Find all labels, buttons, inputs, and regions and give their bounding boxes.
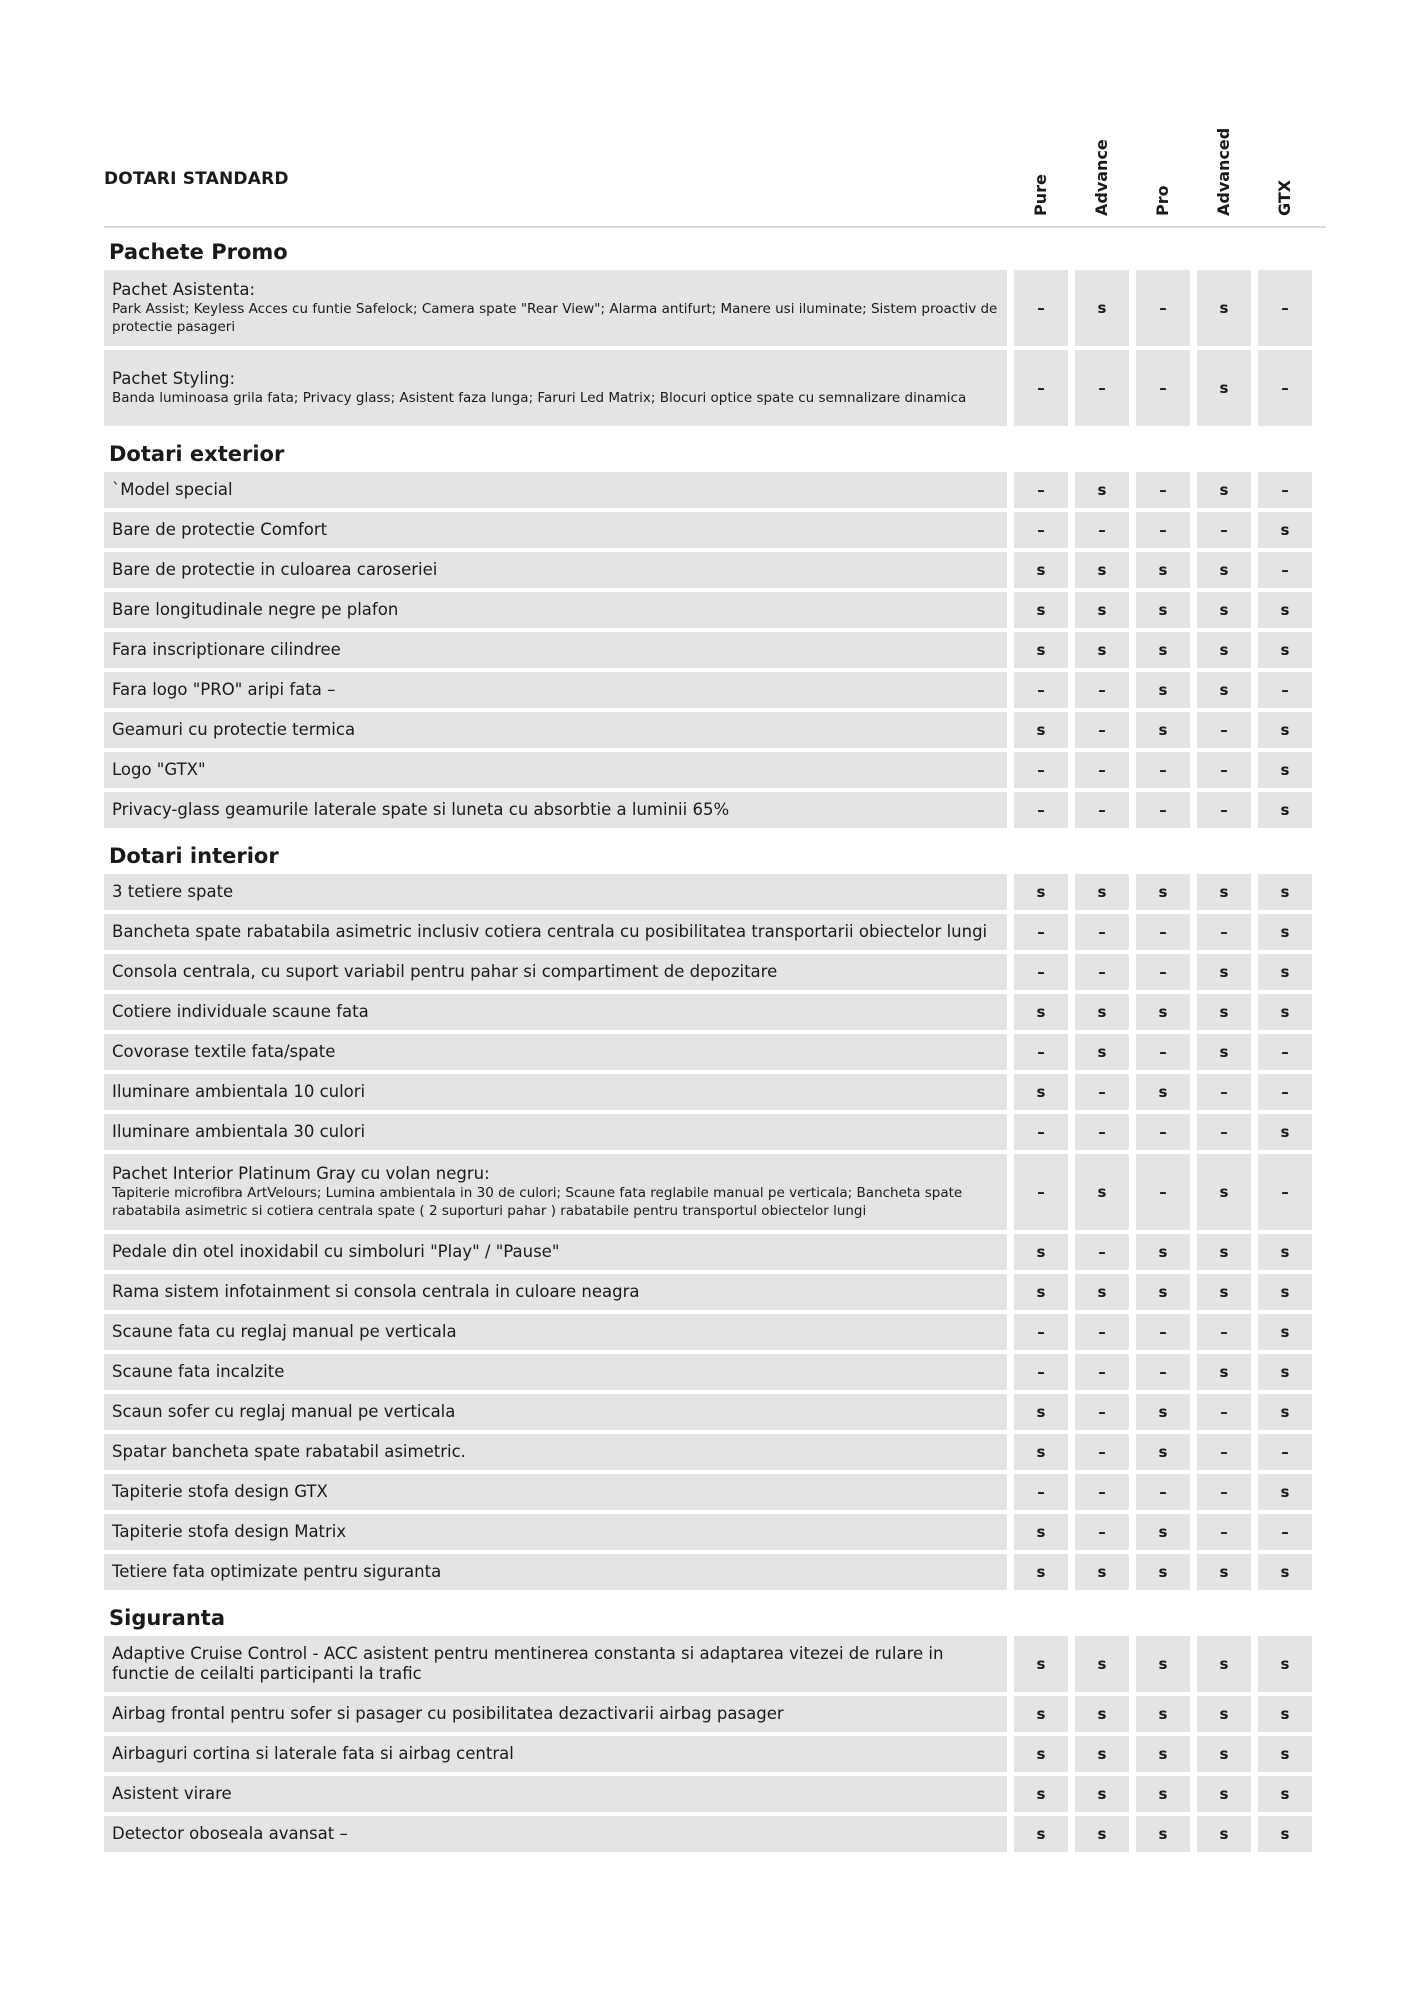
table-body xyxy=(104,228,1326,1856)
row-label-cell xyxy=(104,1736,1007,1772)
column-header-pro: Pro xyxy=(1153,185,1172,216)
section-header xyxy=(104,1594,1326,1636)
value-cell-pro: s xyxy=(1136,1234,1190,1270)
value-cell-pro: s xyxy=(1136,994,1190,1030)
value-cell-gtx: s xyxy=(1258,792,1312,828)
row-label: 3 tetiere spate xyxy=(112,882,234,901)
row-label-cell xyxy=(104,1514,1007,1550)
value-cell-pro: s xyxy=(1136,1696,1190,1732)
value-cell-pure: s xyxy=(1014,552,1068,588)
value-cell-advance: – xyxy=(1075,1394,1129,1430)
row-label: Pachet Interior Platinum Gray cu volan negru: xyxy=(112,1164,490,1183)
value-cell-gtx: – xyxy=(1258,1434,1312,1470)
value-cell-advance: s xyxy=(1075,874,1129,910)
table-row xyxy=(104,592,1326,628)
row-label-cell xyxy=(104,1314,1007,1350)
column-header-advanced: Advanced xyxy=(1214,127,1233,216)
value-cell-pro: s xyxy=(1136,672,1190,708)
value-cell-pure: s xyxy=(1014,1816,1068,1852)
value-cell-advanced: – xyxy=(1197,1474,1251,1510)
value-cell-pure: – xyxy=(1014,954,1068,990)
table-row xyxy=(104,874,1326,910)
row-label-cell xyxy=(104,1354,1007,1390)
table-row xyxy=(104,1314,1326,1350)
value-cell-advance: – xyxy=(1075,752,1129,788)
row-label-cell xyxy=(104,1434,1007,1470)
value-cell-pro: s xyxy=(1136,1816,1190,1852)
section-header xyxy=(104,430,1326,472)
row-label: Airbag frontal pentru sofer si pasager cu posibilitatea dezactivarii airbag pasager xyxy=(112,1704,784,1723)
value-cell-pro: – xyxy=(1136,1114,1190,1150)
value-cell-advanced: – xyxy=(1197,1074,1251,1110)
value-cell-pure: s xyxy=(1014,1776,1068,1812)
section-title: Siguranta xyxy=(109,1606,225,1630)
value-cell-advanced: s xyxy=(1197,1776,1251,1812)
value-cell-advanced: s xyxy=(1197,874,1251,910)
row-label-cell xyxy=(104,712,1007,748)
value-cell-pro: s xyxy=(1136,632,1190,668)
value-cell-pure: – xyxy=(1014,350,1068,426)
value-cell-pure: s xyxy=(1014,1234,1068,1270)
value-cell-gtx: s xyxy=(1258,1234,1312,1270)
value-cell-advanced: s xyxy=(1197,1274,1251,1310)
table-row xyxy=(104,1816,1326,1852)
value-cell-advance: s xyxy=(1075,1274,1129,1310)
value-cell-advanced: s xyxy=(1197,270,1251,346)
row-label: Iluminare ambientala 30 culori xyxy=(112,1122,366,1141)
value-cell-advance: – xyxy=(1075,792,1129,828)
value-cell-advance: s xyxy=(1075,1776,1129,1812)
value-cell-advanced: s xyxy=(1197,672,1251,708)
value-cell-advance: s xyxy=(1075,1816,1129,1852)
value-cell-advanced: – xyxy=(1197,752,1251,788)
row-label: `Model special xyxy=(112,480,233,499)
table-row xyxy=(104,1434,1326,1470)
value-cell-gtx: – xyxy=(1258,472,1312,508)
value-cell-pure: – xyxy=(1014,792,1068,828)
value-cell-advance: s xyxy=(1075,994,1129,1030)
row-detail: Banda luminoasa grila fata; Privacy glass; Asistent faza lunga; Faruri Led Matrix; Blocuri optice spate cu semnalizare dinamica xyxy=(112,390,967,406)
value-cell-pure: – xyxy=(1014,1474,1068,1510)
value-cell-advanced: s xyxy=(1197,1696,1251,1732)
row-label-cell xyxy=(104,592,1007,628)
row-label: Fara inscriptionare cilindree xyxy=(112,640,341,659)
table-row xyxy=(104,712,1326,748)
value-cell-pure: – xyxy=(1014,472,1068,508)
value-cell-advanced: s xyxy=(1197,552,1251,588)
row-label-cell xyxy=(104,552,1007,588)
value-cell-advanced: s xyxy=(1197,1736,1251,1772)
table-row xyxy=(104,914,1326,950)
value-cell-advanced: s xyxy=(1197,1234,1251,1270)
row-label-cell xyxy=(104,1554,1007,1590)
value-cell-pro: s xyxy=(1136,1074,1190,1110)
value-cell-advanced: – xyxy=(1197,792,1251,828)
row-label: Tapiterie stofa design Matrix xyxy=(112,1522,347,1541)
value-cell-gtx: – xyxy=(1258,552,1312,588)
row-label: Covorase textile fata/spate xyxy=(112,1042,336,1061)
value-cell-gtx: s xyxy=(1258,1394,1312,1430)
row-label-cell xyxy=(104,1776,1007,1812)
value-cell-pure: – xyxy=(1014,1314,1068,1350)
value-cell-gtx: s xyxy=(1258,1274,1312,1310)
value-cell-pure: – xyxy=(1014,1114,1068,1150)
value-cell-gtx: s xyxy=(1258,632,1312,668)
table-row xyxy=(104,512,1326,548)
value-cell-advanced: s xyxy=(1197,350,1251,426)
table-row xyxy=(104,954,1326,990)
table-row xyxy=(104,1034,1326,1070)
value-cell-pure: – xyxy=(1014,672,1068,708)
row-label: Bare de protectie in culoarea caroseriei xyxy=(112,560,438,579)
table-row xyxy=(104,1394,1326,1430)
value-cell-gtx: s xyxy=(1258,874,1312,910)
value-cell-pure: – xyxy=(1014,1034,1068,1070)
value-cell-advance: – xyxy=(1075,672,1129,708)
value-cell-advance: – xyxy=(1075,1514,1129,1550)
value-cell-advanced: s xyxy=(1197,954,1251,990)
value-cell-gtx: s xyxy=(1258,994,1312,1030)
value-cell-pro: s xyxy=(1136,874,1190,910)
value-cell-gtx: s xyxy=(1258,512,1312,548)
row-label-cell xyxy=(104,874,1007,910)
value-cell-gtx: s xyxy=(1258,1474,1312,1510)
value-cell-pro: s xyxy=(1136,1736,1190,1772)
column-header-pure: Pure xyxy=(1031,174,1050,216)
row-label-cell xyxy=(104,1234,1007,1270)
value-cell-advance: – xyxy=(1075,1354,1129,1390)
value-cell-advance: – xyxy=(1075,712,1129,748)
table-row xyxy=(104,1514,1326,1550)
row-label: Rama sistem infotainment si consola centrala in culoare neagra xyxy=(112,1282,640,1301)
row-label: Logo "GTX" xyxy=(112,760,206,779)
value-cell-advanced: s xyxy=(1197,1034,1251,1070)
row-label-cell xyxy=(104,270,1007,346)
value-cell-pure: s xyxy=(1014,592,1068,628)
value-cell-advance: s xyxy=(1075,270,1129,346)
table-row xyxy=(104,752,1326,788)
value-cell-pro: s xyxy=(1136,552,1190,588)
value-cell-gtx: s xyxy=(1258,1736,1312,1772)
value-cell-pure: s xyxy=(1014,712,1068,748)
value-cell-gtx: s xyxy=(1258,1314,1312,1350)
table-row xyxy=(104,1696,1326,1732)
value-cell-pro: – xyxy=(1136,1354,1190,1390)
value-cell-advance: – xyxy=(1075,1114,1129,1150)
row-label: Bancheta spate rabatabila asimetric inclusiv cotiera centrala cu posibilitatea transportarii obiectelor lungi xyxy=(112,922,988,941)
row-label: Pachet Styling: xyxy=(112,369,236,388)
value-cell-gtx: s xyxy=(1258,1354,1312,1390)
value-cell-pro: – xyxy=(1136,270,1190,346)
table-row xyxy=(104,552,1326,588)
row-label: Pedale din otel inoxidabil cu simboluri "Play" / "Pause" xyxy=(112,1242,560,1261)
value-cell-pure: s xyxy=(1014,1736,1068,1772)
value-cell-pure: – xyxy=(1014,914,1068,950)
value-cell-advanced: s xyxy=(1197,994,1251,1030)
value-cell-advance: s xyxy=(1075,552,1129,588)
row-label-cell xyxy=(104,672,1007,708)
value-cell-advanced: – xyxy=(1197,712,1251,748)
value-cell-pure: – xyxy=(1014,752,1068,788)
row-label-cell xyxy=(104,1636,1007,1692)
table-row xyxy=(104,1114,1326,1150)
table-row xyxy=(104,1074,1326,1110)
value-cell-gtx: – xyxy=(1258,672,1312,708)
row-label: Privacy-glass geamurile laterale spate si luneta cu absorbtie a luminii 65% xyxy=(112,800,730,819)
row-label-cell xyxy=(104,472,1007,508)
row-label-cell xyxy=(104,1154,1007,1230)
row-detail: Park Assist; Keyless Acces cu funtie Safelock; Camera spate "Rear View"; Alarma antifurt; Manere usi iluminate; Sistem proactiv de protectie pasageri xyxy=(112,301,998,335)
value-cell-advanced: s xyxy=(1197,1636,1251,1692)
value-cell-pure: s xyxy=(1014,1514,1068,1550)
table-row xyxy=(104,350,1326,426)
value-cell-gtx: s xyxy=(1258,914,1312,950)
value-cell-advance: – xyxy=(1075,1434,1129,1470)
value-cell-gtx: – xyxy=(1258,1154,1312,1230)
table-row xyxy=(104,472,1326,508)
value-cell-advanced: – xyxy=(1197,512,1251,548)
value-cell-pro: s xyxy=(1136,1554,1190,1590)
row-label-cell xyxy=(104,512,1007,548)
row-label: Cotiere individuale scaune fata xyxy=(112,1002,369,1021)
value-cell-advanced: s xyxy=(1197,1816,1251,1852)
value-cell-gtx: s xyxy=(1258,1114,1312,1150)
value-cell-pure: s xyxy=(1014,1394,1068,1430)
section-header xyxy=(104,832,1326,874)
value-cell-pro: s xyxy=(1136,592,1190,628)
value-cell-pro: – xyxy=(1136,1034,1190,1070)
row-label: Spatar bancheta spate rabatabil asimetric. xyxy=(112,1442,466,1461)
row-label-cell xyxy=(104,632,1007,668)
row-label-cell xyxy=(104,350,1007,426)
value-cell-pro: – xyxy=(1136,752,1190,788)
row-label: Iluminare ambientala 10 culori xyxy=(112,1082,366,1101)
table-row xyxy=(104,1234,1326,1270)
value-cell-advanced: s xyxy=(1197,1354,1251,1390)
row-label-cell xyxy=(104,914,1007,950)
value-cell-gtx: s xyxy=(1258,1816,1312,1852)
row-label: Airbaguri cortina si laterale fata si airbag central xyxy=(112,1744,514,1763)
table-row xyxy=(104,1474,1326,1510)
column-header-advance: Advance xyxy=(1092,139,1111,216)
row-label: Adaptive Cruise Control - ACC asistent pentru mentinerea constanta si adaptarea vitezei de rulare in functie de ceilalti participanti la trafic xyxy=(112,1644,944,1683)
row-label: Scaune fata incalzite xyxy=(112,1362,285,1381)
value-cell-advance: s xyxy=(1075,1636,1129,1692)
value-cell-pro: – xyxy=(1136,472,1190,508)
value-cell-gtx: s xyxy=(1258,1636,1312,1692)
value-cell-pure: s xyxy=(1014,1274,1068,1310)
value-cell-pro: s xyxy=(1136,1274,1190,1310)
table-row xyxy=(104,1776,1326,1812)
value-cell-advanced: – xyxy=(1197,1514,1251,1550)
table-row xyxy=(104,792,1326,828)
row-label: Pachet Asistenta: xyxy=(112,280,255,299)
table-row xyxy=(104,1736,1326,1772)
row-label-cell xyxy=(104,792,1007,828)
section-title: Pachete Promo xyxy=(109,240,288,264)
value-cell-advanced: – xyxy=(1197,1394,1251,1430)
row-label-cell xyxy=(104,1274,1007,1310)
column-header-gtx: GTX xyxy=(1275,179,1294,216)
row-label-cell xyxy=(104,1474,1007,1510)
value-cell-pure: – xyxy=(1014,1154,1068,1230)
value-cell-gtx: – xyxy=(1258,1514,1312,1550)
value-cell-advanced: s xyxy=(1197,472,1251,508)
value-cell-pure: s xyxy=(1014,1696,1068,1732)
table-row xyxy=(104,1636,1326,1692)
value-cell-advance: s xyxy=(1075,632,1129,668)
value-cell-pro: – xyxy=(1136,954,1190,990)
value-cell-gtx: s xyxy=(1258,752,1312,788)
value-cell-pro: s xyxy=(1136,1394,1190,1430)
value-cell-pure: s xyxy=(1014,1434,1068,1470)
value-cell-pure: s xyxy=(1014,1636,1068,1692)
row-label: Asistent virare xyxy=(112,1784,232,1803)
table-row xyxy=(104,1154,1326,1230)
value-cell-pure: s xyxy=(1014,1554,1068,1590)
row-label: Scaun sofer cu reglaj manual pe verticala xyxy=(112,1402,456,1421)
value-cell-pro: – xyxy=(1136,914,1190,950)
value-cell-advanced: – xyxy=(1197,1114,1251,1150)
value-cell-advanced: – xyxy=(1197,914,1251,950)
section-title: Dotari exterior xyxy=(109,442,285,466)
value-cell-advanced: s xyxy=(1197,1154,1251,1230)
value-cell-advance: s xyxy=(1075,592,1129,628)
row-label: Consola centrala, cu suport variabil pentru pahar si compartiment de depozitare xyxy=(112,962,778,981)
row-label-cell xyxy=(104,752,1007,788)
row-label: Tapiterie stofa design GTX xyxy=(112,1482,328,1501)
value-cell-advance: s xyxy=(1075,1154,1129,1230)
value-cell-gtx: s xyxy=(1258,1554,1312,1590)
row-label-cell xyxy=(104,1816,1007,1852)
row-label-cell xyxy=(104,1114,1007,1150)
row-label: Bare longitudinale negre pe plafon xyxy=(112,600,399,619)
value-cell-pro: s xyxy=(1136,712,1190,748)
value-cell-pro: s xyxy=(1136,1514,1190,1550)
value-cell-advanced: s xyxy=(1197,592,1251,628)
value-cell-advance: – xyxy=(1075,512,1129,548)
row-label-cell xyxy=(104,1696,1007,1732)
table-row xyxy=(104,1554,1326,1590)
value-cell-advance: s xyxy=(1075,1034,1129,1070)
value-cell-advance: – xyxy=(1075,954,1129,990)
value-cell-gtx: – xyxy=(1258,350,1312,426)
value-cell-advance: – xyxy=(1075,350,1129,426)
value-cell-advance: s xyxy=(1075,1696,1129,1732)
row-label: Detector oboseala avansat – xyxy=(112,1824,348,1843)
value-cell-advance: s xyxy=(1075,1554,1129,1590)
table-title: DOTARI STANDARD xyxy=(104,169,289,189)
value-cell-advance: – xyxy=(1075,1314,1129,1350)
value-cell-advance: – xyxy=(1075,1234,1129,1270)
value-cell-pure: s xyxy=(1014,1074,1068,1110)
table-row xyxy=(104,994,1326,1030)
row-label: Bare de protectie Comfort xyxy=(112,520,328,539)
table-row xyxy=(104,270,1326,346)
value-cell-advance: – xyxy=(1075,1074,1129,1110)
value-cell-advance: – xyxy=(1075,1474,1129,1510)
value-cell-advanced: – xyxy=(1197,1314,1251,1350)
value-cell-pure: – xyxy=(1014,1354,1068,1390)
table-row xyxy=(104,672,1326,708)
value-cell-gtx: s xyxy=(1258,1776,1312,1812)
table-row xyxy=(104,1354,1326,1390)
table-row xyxy=(104,1274,1326,1310)
value-cell-pure: – xyxy=(1014,270,1068,346)
row-label-cell xyxy=(104,1394,1007,1430)
value-cell-pro: – xyxy=(1136,792,1190,828)
row-detail: Tapiterie microfibra ArtVelours; Lumina ambientala in 30 de culori; Scaune fata reglabile manual pe verticala; Bancheta spate rabatabila asimetric si cotiera centrala spate ( 2 suporturi pahar ) rabatabile pentru transportul obiectelor lungi xyxy=(112,1185,963,1219)
value-cell-advanced: s xyxy=(1197,1554,1251,1590)
value-cell-pure: s xyxy=(1014,632,1068,668)
value-cell-advanced: – xyxy=(1197,1434,1251,1470)
row-label: Scaune fata cu reglaj manual pe verticala xyxy=(112,1322,457,1341)
value-cell-gtx: – xyxy=(1258,1034,1312,1070)
value-cell-pro: – xyxy=(1136,512,1190,548)
table-row xyxy=(104,632,1326,668)
row-label-cell xyxy=(104,954,1007,990)
row-label: Fara logo "PRO" aripi fata – xyxy=(112,680,336,699)
row-label: Tetiere fata optimizate pentru siguranta xyxy=(112,1562,442,1581)
table-header xyxy=(104,127,1326,228)
value-cell-gtx: s xyxy=(1258,1696,1312,1732)
value-cell-pro: – xyxy=(1136,1474,1190,1510)
value-cell-gtx: s xyxy=(1258,592,1312,628)
value-cell-advance: – xyxy=(1075,914,1129,950)
value-cell-pro: s xyxy=(1136,1776,1190,1812)
section-title: Dotari interior xyxy=(109,844,279,868)
value-cell-gtx: – xyxy=(1258,1074,1312,1110)
value-cell-advance: s xyxy=(1075,1736,1129,1772)
row-label-cell xyxy=(104,1074,1007,1110)
value-cell-pro: s xyxy=(1136,1434,1190,1470)
value-cell-pro: – xyxy=(1136,350,1190,426)
value-cell-pure: s xyxy=(1014,874,1068,910)
value-cell-gtx: s xyxy=(1258,954,1312,990)
value-cell-advanced: s xyxy=(1197,632,1251,668)
value-cell-pro: – xyxy=(1136,1154,1190,1230)
value-cell-pro: s xyxy=(1136,1636,1190,1692)
section-header xyxy=(104,228,1326,270)
row-label-cell xyxy=(104,1034,1007,1070)
value-cell-pro: – xyxy=(1136,1314,1190,1350)
value-cell-pure: – xyxy=(1014,512,1068,548)
row-label: Geamuri cu protectie termica xyxy=(112,720,356,739)
row-label-cell xyxy=(104,994,1007,1030)
value-cell-gtx: – xyxy=(1258,270,1312,346)
value-cell-advance: s xyxy=(1075,472,1129,508)
value-cell-gtx: s xyxy=(1258,712,1312,748)
value-cell-pure: s xyxy=(1014,994,1068,1030)
